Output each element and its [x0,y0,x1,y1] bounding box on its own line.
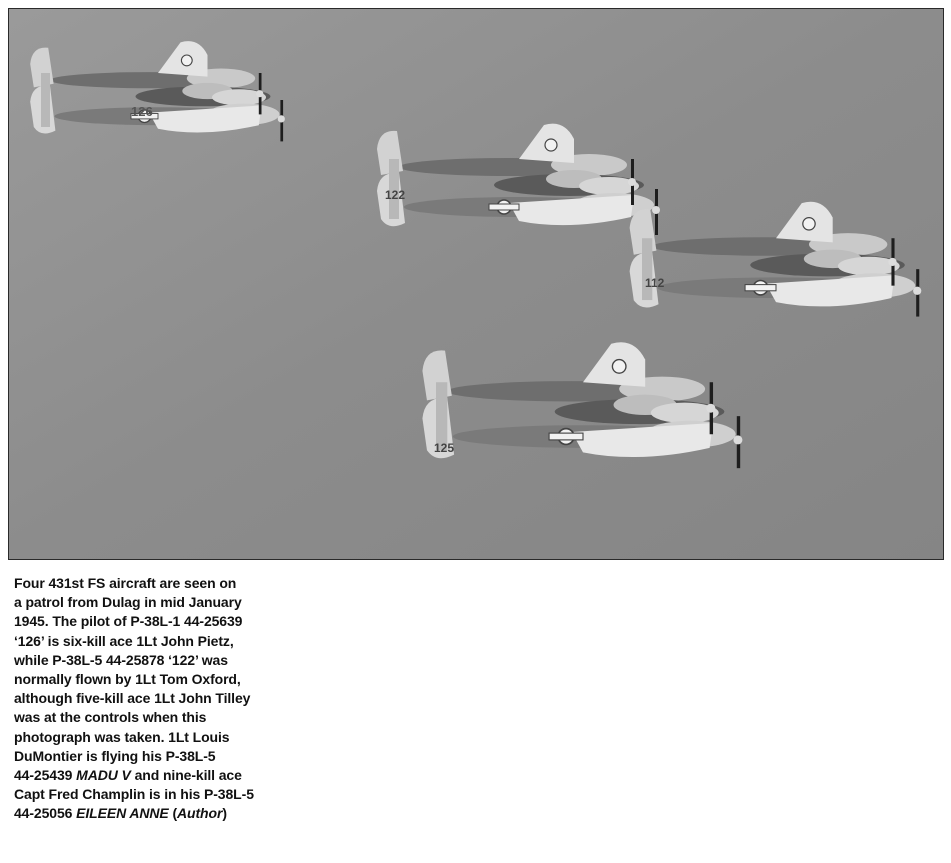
caption-line: although five-kill ace 1Lt John Tilley [14,690,251,707]
caption-text: 44-25439 [14,767,77,784]
aircraft-name-madu-v: MADU V [76,767,131,784]
caption-line: a patrol from Dulag in mid January [14,594,242,611]
caption-text: ) [222,805,227,822]
caption-line: Four 431st FS aircraft are seen on [14,575,237,591]
aircraft-code-112: 112 [645,276,665,290]
caption-line: Capt Fred Champlin is in his P-38L-5 [14,786,254,803]
caption-line [14,766,314,785]
caption-line: while P-38L-5 44-25878 ‘122’ was [14,651,228,668]
caption-text: and nine-kill ace [130,767,242,784]
aircraft-code-125: 125 [434,441,455,455]
aircraft-code-122: 122 [385,188,406,202]
caption-line: DuMontier is flying his P-38L-5 [14,747,216,764]
caption-text: ( [168,805,178,822]
caption-text: 44-25056 [14,805,77,822]
caption-line: photograph was taken. 1Lt Louis [14,728,230,745]
caption-line: normally flown by 1Lt Tom Oxford, [14,671,241,688]
caption-line: was at the controls when this [14,709,207,726]
caption-line [14,804,314,823]
caption-line: 1945. The pilot of P-38L-1 44-25639 [14,613,243,630]
photo-credit: Author [177,805,223,822]
aircraft-code-126: 126 [131,104,153,119]
caption-line: ‘126’ is six-kill ace 1Lt John Pietz, [14,632,234,649]
aircraft-name-eileen-anne: EILEEN ANNE [76,805,169,822]
aircraft-photograph [8,8,944,560]
photo-caption [14,574,314,824]
